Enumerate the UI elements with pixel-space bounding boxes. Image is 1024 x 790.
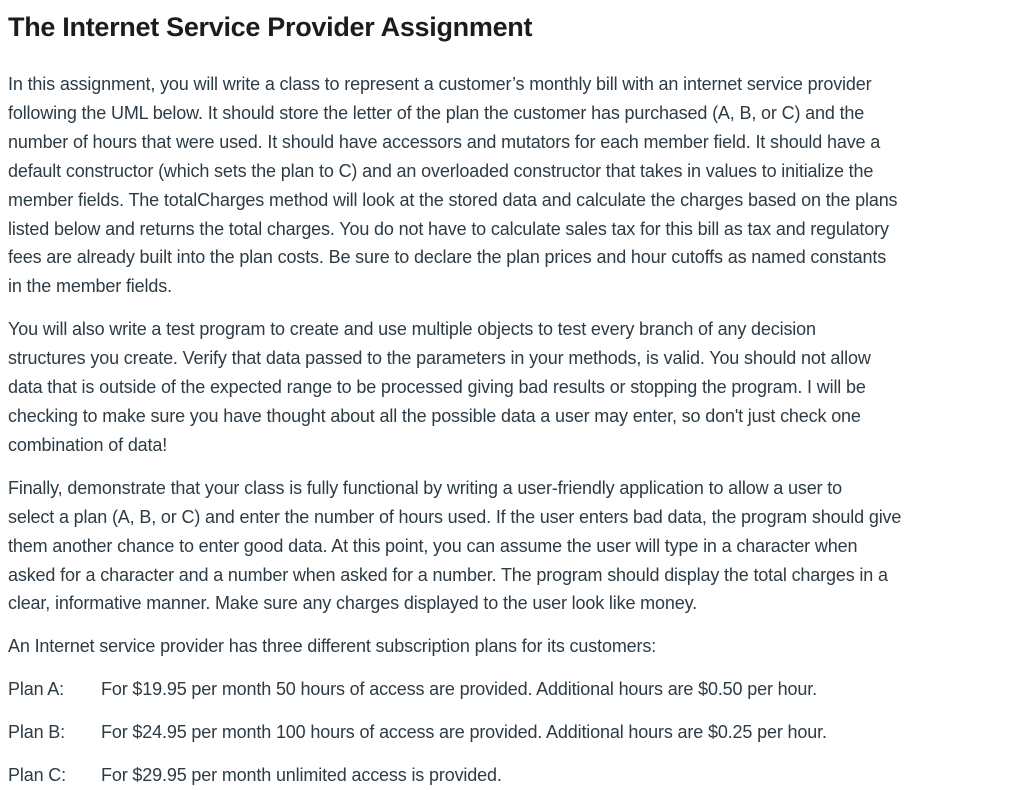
application-paragraph — [8, 474, 1016, 619]
paragraph-line: fees are already built into the plan costs. Be sure to declare the plan prices and hour cutoffs as named constants — [8, 247, 887, 268]
paragraph-line: member fields. The totalCharges method will look at the stored data and calculate the charges based on the plans — [8, 189, 898, 210]
plan-description: For $29.95 per month unlimited access is provided. — [101, 765, 502, 786]
paragraph-line: An Internet service provider has three different subscription plans for its customers: — [8, 636, 657, 657]
paragraph-line: default constructor (which sets the plan to C) and an overloaded constructor that takes in values to initialize the — [8, 160, 874, 181]
paragraph-line: checking to make sure you have thought about all the possible data a user may enter, so don't just check one — [8, 405, 861, 426]
paragraph-line: select a plan (A, B, or C) and enter the number of hours used. If the user enters bad data, the program should give — [8, 506, 902, 527]
test-program-paragraph — [8, 315, 1016, 460]
paragraph-line: following the UML below. It should store the letter of the plan the customer has purchased (A, B, or C) and the — [8, 102, 865, 123]
plan-label: Plan C: — [8, 765, 66, 786]
plans-intro-paragraph — [8, 632, 1016, 661]
paragraph-line: asked for a character and a number when asked for a number. The program should display the total charges in a — [8, 564, 888, 585]
paragraph-line: You will also write a test program to create and use multiple objects to test every branch of any decision — [8, 319, 816, 340]
paragraph-line: Finally, demonstrate that your class is fully functional by writing a user-friendly application to allow a user to — [8, 477, 842, 498]
paragraph-line: data that is outside of the expected range to be processed giving bad results or stopping the program. I will be — [8, 377, 866, 398]
paragraph-line: number of hours that were used. It should have accessors and mutators for each member field. It should have a — [8, 131, 881, 152]
paragraph-line: clear, informative manner. Make sure any charges displayed to the user look like money. — [8, 593, 697, 614]
page-title: The Internet Service Provider Assignment — [8, 12, 533, 42]
plan-a-row — [8, 675, 1016, 704]
plan-c-row — [8, 761, 1016, 790]
plan-label: Plan B: — [8, 722, 65, 743]
plan-description: For $19.95 per month 50 hours of access are provided. Additional hours are $0.50 per hour. — [101, 679, 817, 700]
paragraph-line: listed below and returns the total charges. You do not have to calculate sales tax for this bill as tax and regulatory — [8, 218, 889, 239]
plan-label: Plan A: — [8, 679, 64, 700]
intro-paragraph — [8, 70, 1016, 301]
paragraph-line: In this assignment, you will write a class to represent a customer’s monthly bill with an internet service provider — [8, 74, 872, 94]
plan-b-row — [8, 718, 1016, 747]
paragraph-line: them another chance to enter good data. At this point, you can assume the user will type in a character when — [8, 535, 858, 556]
paragraph-line: combination of data! — [8, 434, 168, 455]
plan-description: For $24.95 per month 100 hours of access are provided. Additional hours are $0.25 per hour. — [101, 722, 827, 743]
paragraph-line: in the member fields. — [8, 276, 172, 297]
paragraph-line: structures you create. Verify that data passed to the parameters in your methods, is valid. You should not allow — [8, 348, 871, 369]
